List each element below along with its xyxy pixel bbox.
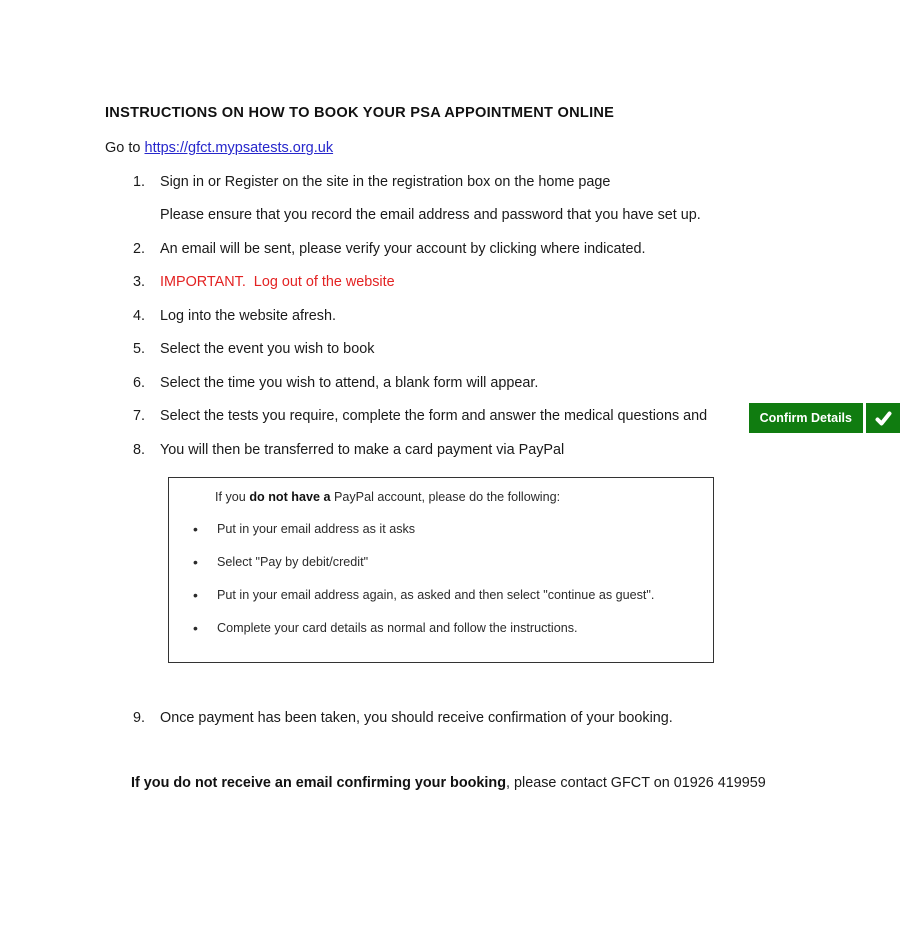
- list-number: 1.: [133, 174, 146, 190]
- bullet-icon: [193, 620, 217, 638]
- list-number: 7.: [133, 408, 146, 424]
- bullet-icon: [193, 521, 217, 539]
- paypal-bullet-3: [193, 587, 707, 605]
- list-text: Select the time you wish to attend, a blank form will appear.: [160, 375, 539, 391]
- bullet-text: Select "Pay by debit/credit": [217, 555, 369, 569]
- list-number: 3.: [133, 274, 146, 290]
- list-item-7: [133, 406, 707, 426]
- paypal-box-intro: [215, 489, 705, 506]
- bullet-text: Put in your email address again, as asked and then select "continue as guest".: [217, 588, 655, 602]
- list-number: 9.: [133, 710, 146, 726]
- list-item-5: [133, 339, 374, 359]
- footer-regular-text: , please contact GFCT on 01926 419959: [506, 775, 766, 791]
- paypal-intro-bold: do not have a: [249, 490, 331, 504]
- list-text: Once payment has been taken, you should receive confirmation of your booking.: [160, 710, 673, 726]
- list-text: You will then be transferred to make a card payment via PayPal: [160, 442, 565, 458]
- paypal-intro-suffix: PayPal account, please do the following:: [330, 490, 561, 504]
- list-number: 8.: [133, 442, 146, 458]
- list-text: Log into the website afresh.: [160, 308, 336, 324]
- list-item-8: [133, 440, 564, 460]
- footer-contact-line: [131, 773, 766, 793]
- list-number: 4.: [133, 308, 146, 324]
- paypal-intro-prefix: If you: [215, 490, 250, 504]
- list-text: An email will be sent, please verify your account by clicking where indicated.: [160, 241, 646, 257]
- footer-bold-text: If you do not receive an email confirming your booking: [131, 775, 507, 791]
- intro-line: [105, 138, 333, 158]
- booking-url-link[interactable]: https://gfct.mypsatests.org.uk: [144, 140, 334, 156]
- list-text: Select the event you wish to book: [160, 341, 375, 357]
- paypal-instructions-box: [168, 477, 714, 663]
- paypal-bullet-1: [193, 521, 707, 539]
- intro-prefix: Go to: [105, 140, 145, 156]
- paypal-bullet-2: [193, 554, 707, 572]
- bullet-icon: [193, 554, 217, 572]
- checkmark-icon: [866, 403, 900, 433]
- list-item-9: [133, 708, 673, 728]
- list-item-1-note: Please ensure that you record the email address and password that you have set up.: [160, 207, 701, 223]
- list-text: Select the tests you require, complete the form and answer the medical questions and: [160, 408, 708, 424]
- confirm-details-button[interactable]: [749, 403, 900, 433]
- bullet-text: Complete your card details as normal and follow the instructions.: [217, 621, 578, 635]
- bullet-icon: [193, 587, 217, 605]
- list-item-6: [133, 373, 538, 393]
- list-item-3: [133, 272, 395, 292]
- page-title: INSTRUCTIONS ON HOW TO BOOK YOUR PSA APPOINTMENT ONLINE: [105, 105, 615, 121]
- list-item-1: [133, 172, 610, 192]
- list-text-important: IMPORTANT. Log out of the website: [160, 274, 395, 290]
- list-number: 6.: [133, 375, 146, 391]
- list-number: 2.: [133, 241, 146, 257]
- confirm-details-label: Confirm Details: [749, 403, 863, 433]
- list-text: Sign in or Register on the site in the registration box on the home page: [160, 174, 611, 190]
- list-item-2: [133, 239, 646, 259]
- paypal-bullet-4: [193, 620, 707, 638]
- list-item-4: [133, 306, 336, 326]
- bullet-text: Put in your email address as it asks: [217, 522, 416, 536]
- list-number: 5.: [133, 341, 146, 357]
